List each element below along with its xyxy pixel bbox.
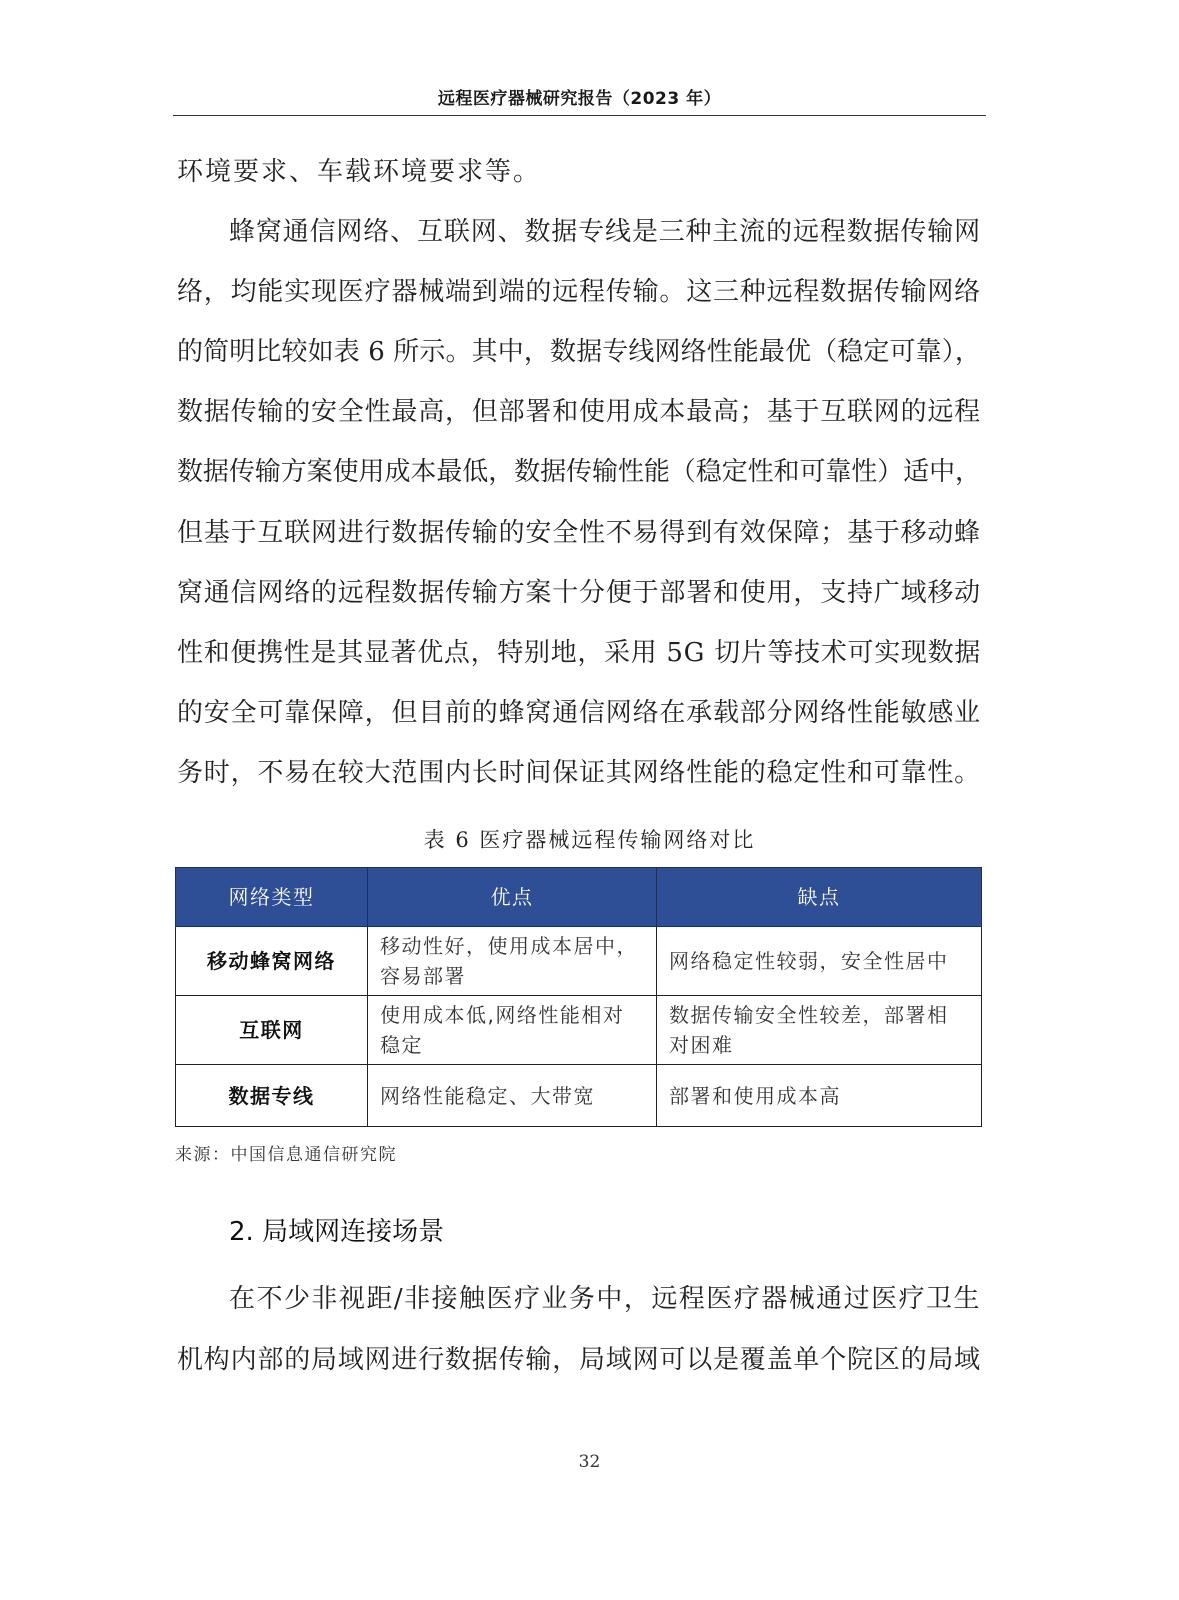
table-row — [176, 927, 982, 996]
section-heading: 2. 局域网连接场景 — [229, 1217, 445, 1247]
paragraph-line: 机构内部的局域网进行数据传输，局域网可以是覆盖单个院区的局域 — [177, 1345, 981, 1375]
comparison-table — [175, 867, 982, 1127]
paragraph-line: 务时，不易在较大范围内长时间保证其网络性能的稳定性和可靠性。 — [177, 758, 981, 788]
running-header-title: 远程医疗器械研究报告（2023 年） — [437, 89, 722, 109]
paragraph-line: 蜂窝通信网络、互联网、数据专线是三种主流的远程数据传输网 — [229, 217, 981, 247]
paragraph-line: 在不少非视距/非接触医疗业务中，远程医疗器械通过医疗卫生 — [229, 1284, 981, 1314]
table-caption: 表 6 医疗器械远程传输网络对比 — [423, 828, 756, 852]
column-header-pros: 优点 — [368, 868, 657, 927]
paragraph-line: 环境要求、车载环境要求等。 — [177, 157, 542, 187]
table-row — [176, 996, 982, 1065]
paragraph-line: 但基于互联网进行数据传输的安全性不易得到有效保障；基于移动蜂 — [177, 518, 981, 548]
paragraph-line: 数据传输方案使用成本最低，数据传输性能（稳定性和可靠性）适中， — [177, 457, 981, 487]
header-divider — [173, 115, 986, 116]
table-source-note: 来源：中国信息通信研究院 — [175, 1145, 397, 1165]
paragraph-line: 的安全可靠保障，但目前的蜂窝通信网络在承载部分网络性能敏感业 — [177, 698, 981, 728]
paragraph-line: 数据传输的安全性最高，但部署和使用成本最高；基于互联网的远程 — [177, 397, 981, 427]
cons-cell: 网络稳定性较弱，安全性居中 — [657, 927, 982, 996]
network-type-cell: 移动蜂窝网络 — [176, 927, 368, 996]
pros-cell: 移动性好，使用成本居中，容易部署 — [368, 927, 657, 996]
pros-cell: 网络性能稳定、大带宽 — [368, 1065, 657, 1127]
table-header-row — [176, 868, 982, 927]
paragraph-line: 络，均能实现医疗器械端到端的远程传输。这三种远程数据传输网络 — [177, 277, 981, 307]
cons-cell: 部署和使用成本高 — [657, 1065, 982, 1127]
page-number: 32 — [578, 1452, 601, 1472]
table-row — [176, 1065, 982, 1127]
pros-cell: 使用成本低,网络性能相对稳定 — [368, 996, 657, 1065]
paragraph-line: 性和便携性是其显著优点，特别地，采用 5G 切片等技术可实现数据 — [177, 638, 981, 668]
network-type-cell: 互联网 — [176, 996, 368, 1065]
column-header-cons: 缺点 — [657, 868, 982, 927]
paragraph-line: 窝通信网络的远程数据传输方案十分便于部署和使用，支持广域移动 — [177, 578, 981, 608]
cons-cell: 数据传输安全性较差，部署相对困难 — [657, 996, 982, 1065]
paragraph-line: 的简明比较如表 6 所示。其中，数据专线网络性能最优（稳定可靠）， — [177, 337, 981, 367]
network-type-cell: 数据专线 — [176, 1065, 368, 1127]
column-header-network-type: 网络类型 — [176, 868, 368, 927]
